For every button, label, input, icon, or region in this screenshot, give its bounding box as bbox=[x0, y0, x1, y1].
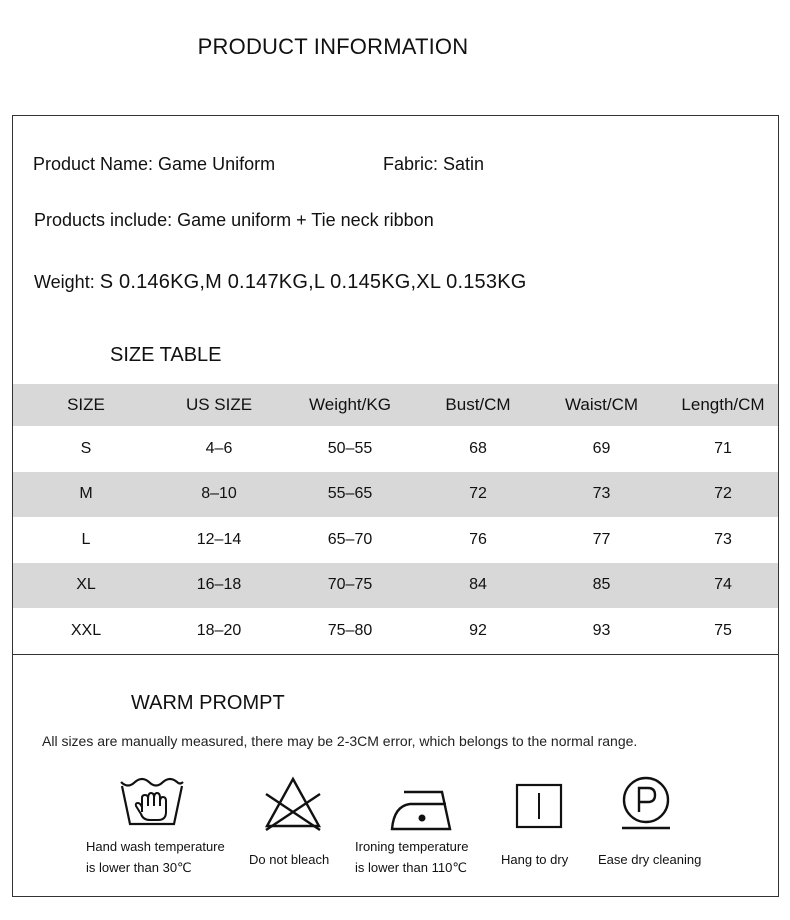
column-header: Bust/CM bbox=[445, 395, 511, 414]
care-label-dry-clean bbox=[598, 849, 701, 870]
care-label-line: Ironing temperature bbox=[355, 839, 469, 854]
size-table-title: SIZE TABLE bbox=[110, 344, 222, 366]
no-bleach-icon bbox=[263, 776, 323, 832]
table-cell: 73 bbox=[714, 530, 732, 548]
table-cell: 8–10 bbox=[201, 485, 237, 503]
column-header: Weight/KG bbox=[309, 395, 391, 414]
product-info-box bbox=[12, 115, 779, 897]
product-name: Product Name: Game Uniform bbox=[33, 154, 276, 174]
table-cell: 70–75 bbox=[327, 576, 373, 594]
column-header: Waist/CM bbox=[564, 395, 639, 414]
table-cell: 4–6 bbox=[205, 439, 233, 457]
care-label-iron bbox=[355, 836, 468, 878]
table-cell: L bbox=[81, 530, 91, 548]
care-label-hand-wash bbox=[86, 836, 225, 878]
table-cell: 84 bbox=[469, 576, 487, 594]
care-label-line: Ease dry cleaning bbox=[598, 852, 702, 867]
table-cell: 65–70 bbox=[327, 530, 373, 548]
measurement-note: All sizes are manually measured, there may be 2-3CM error, which belongs to the normal range. bbox=[42, 733, 638, 749]
table-cell: 72 bbox=[469, 485, 487, 503]
section-divider bbox=[13, 654, 778, 655]
warm-prompt-title: WARM PROMPT bbox=[131, 692, 285, 714]
table-cell: 92 bbox=[469, 621, 487, 639]
table-cell: 18–20 bbox=[196, 621, 242, 639]
column-header: SIZE bbox=[67, 395, 105, 414]
care-label-line: Do not bleach bbox=[249, 852, 330, 867]
dry-clean-icon bbox=[618, 774, 674, 832]
table-cell: 72 bbox=[714, 485, 732, 503]
iron-icon bbox=[388, 784, 456, 832]
products-include: Products include: Game uniform + Tie neck ribbon bbox=[34, 210, 434, 230]
weight-values: S 0.146KG,M 0.147KG,L 0.145KG,XL 0.153KG bbox=[99, 271, 527, 293]
table-cell: 73 bbox=[592, 485, 611, 503]
page-title: PRODUCT INFORMATION bbox=[197, 34, 469, 59]
table-cell: 75 bbox=[714, 621, 732, 639]
table-cell: 74 bbox=[714, 576, 732, 594]
table-cell: M bbox=[79, 485, 93, 503]
table-cell: 77 bbox=[592, 530, 611, 548]
column-header: US SIZE bbox=[185, 395, 253, 414]
fabric: Fabric: Satin bbox=[383, 154, 485, 174]
table-cell: 71 bbox=[714, 439, 732, 457]
table-cell: 76 bbox=[469, 530, 487, 548]
table-cell: 85 bbox=[592, 576, 611, 594]
table-header-row bbox=[13, 384, 778, 426]
table-row bbox=[13, 563, 778, 609]
table-row bbox=[13, 472, 778, 518]
table-row bbox=[13, 517, 778, 563]
care-label-line: Hang to dry bbox=[501, 852, 569, 867]
table-cell: XL bbox=[76, 576, 96, 594]
care-label-hang-dry bbox=[501, 849, 568, 870]
table-row bbox=[13, 608, 778, 654]
hand-wash-icon bbox=[118, 776, 186, 832]
table-cell: XXL bbox=[70, 621, 102, 639]
hang-dry-icon bbox=[515, 783, 563, 829]
table-row bbox=[13, 426, 778, 472]
table-cell: S bbox=[80, 439, 92, 457]
column-header: Length/CM bbox=[681, 395, 765, 414]
table-cell: 69 bbox=[592, 439, 611, 457]
table-cell: 50–55 bbox=[327, 439, 373, 457]
care-label-no-bleach bbox=[249, 849, 329, 870]
table-cell: 93 bbox=[592, 621, 611, 639]
weight-line bbox=[34, 271, 527, 294]
table-cell: 75–80 bbox=[327, 621, 373, 639]
size-table bbox=[13, 384, 778, 654]
table-cell: 55–65 bbox=[327, 485, 373, 503]
care-label-line: Hand wash temperature bbox=[86, 839, 225, 854]
care-label-line: is lower than 110℃ bbox=[355, 860, 467, 875]
weight-label: Weight: bbox=[34, 272, 95, 292]
table-cell: 12–14 bbox=[196, 530, 242, 548]
care-label-line: is lower than 30℃ bbox=[86, 860, 192, 875]
table-cell: 16–18 bbox=[196, 576, 242, 594]
table-cell: 68 bbox=[469, 439, 487, 457]
